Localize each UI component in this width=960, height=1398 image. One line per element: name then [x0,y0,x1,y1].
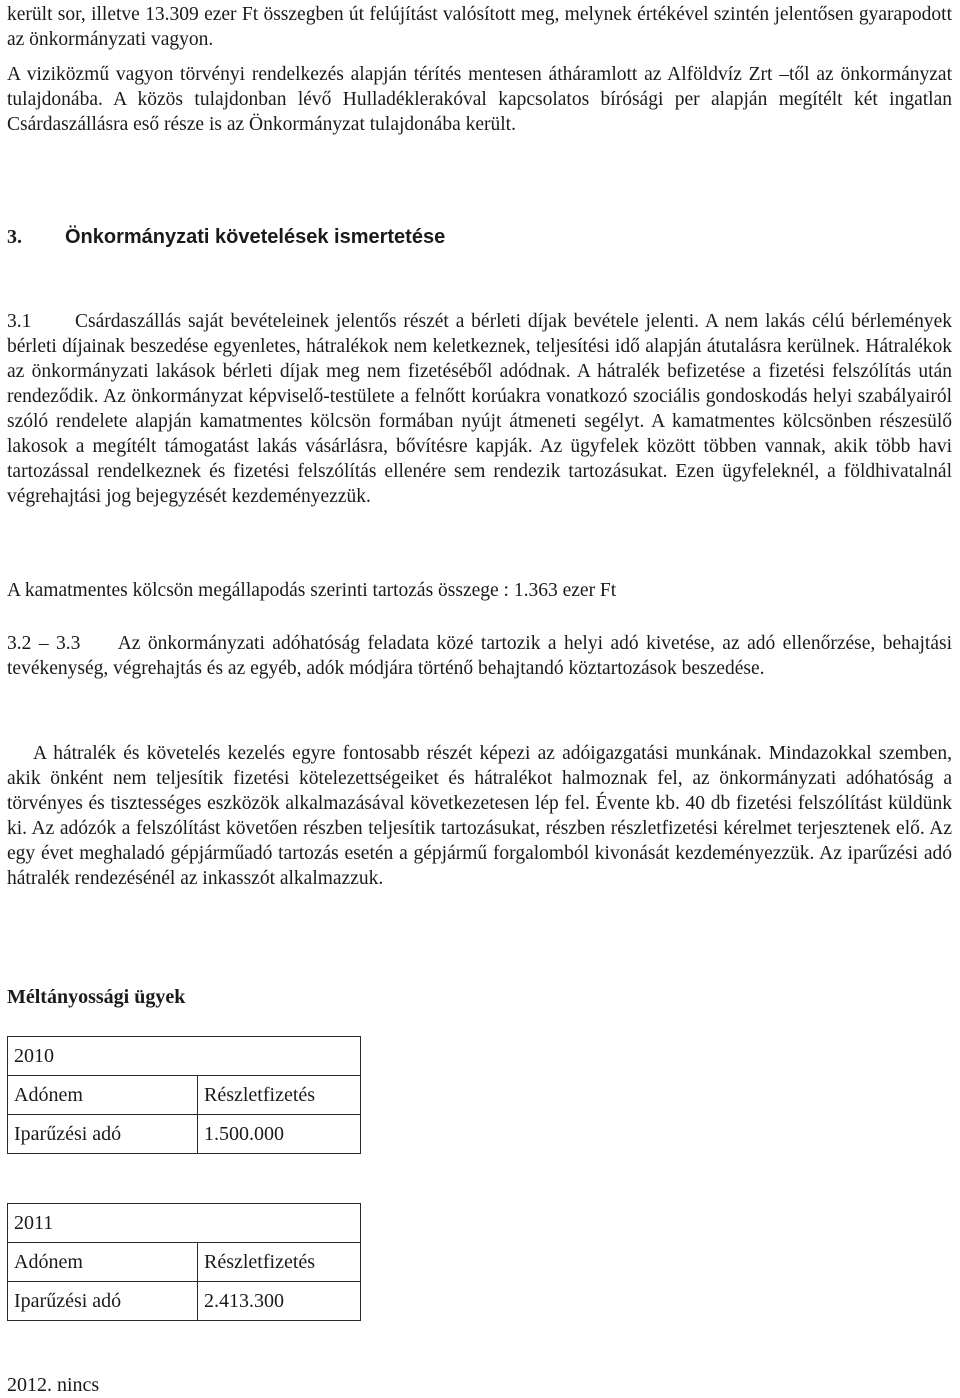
subsection-number: 3.1 [7,311,32,332]
equity-cases-heading: Méltányossági ügyek [7,986,186,1008]
table-header-tax-type: Adónem [8,1243,198,1282]
subsection-text: Csárdaszállás saját bevételeinek jelentős részét a bérleti díjak bevétele jelenti. A nem lakás célú bérlemények bérleti díjainak beszedése egyenletes, hátralékok nem keletkeznek, teljesítési idő alapján átutalásra kerülnek. Hátralékok az önkormányzati lakások bérleti díjak meg nem fizetéséből adódnak. A hátralék befizetése a fizetési felszólítás után rendeződik. Az önkormányzat képviselő-testülete a felnőtt korúakra vonatkozó szociális gondoskodás helyi szabályairól szóló rendelete alapján kamatmentes kölcsön formában nyújt átmeneti segélyt. A kamatmentes kölcsönben részesülő lakosok a megítélt támogatást lakás vásárlásra, bővítésre kapják. Az ügyfelek között többen vannak, akik több havi tartozással rendelkeznek és fizetési felszólítás ellenére sem rendezik tartozásukat. Ezen ügyfeleknél, a földhivatalnál végrehajtási jog bejegyzését kezdeményezzük. [7,311,952,507]
table-year: 2011 [8,1204,361,1243]
intro-paragraph-1: került sor, illetve 13.309 ezer Ft összegben út felújítást valósított meg, melynek értékével szintén jelentősen gyarapodott az önkormányzati vagyon. [7,4,952,50]
table-row [8,1243,361,1282]
intro-paragraph-2: A viziközmű vagyon törvényi rendelkezés alapján térítés mentesen átháramlott az Alföldvíz Zrt –től az önkormányzat tulajdonába. A közös tulajdonban lévő Hulladéklerakóval kapcsolatos bírósági per alapján megítélt két ingatlan Csárdaszállásra eső része is az Önkormányzat tulajdonába került. [7,64,952,135]
year-2012-line: 2012. nincs [7,1374,100,1396]
section-3-1-paragraph [7,309,952,509]
section-number: 3. [7,226,22,248]
table-year: 2010 [8,1037,361,1076]
table-header-installment: Részletfizetés [198,1243,361,1282]
section-3-2-paragraph [7,631,952,681]
table-row [8,1076,361,1115]
table-row [8,1037,361,1076]
table-cell-tax-type: Iparűzési adó [8,1115,198,1154]
table-row [8,1204,361,1243]
table-cell-amount: 1.500.000 [198,1115,361,1154]
table-cell-tax-type: Iparűzési adó [8,1282,198,1321]
table-header-installment: Részletfizetés [198,1076,361,1115]
equity-table-2011 [7,1203,361,1321]
table-header-tax-type: Adónem [8,1076,198,1115]
subsection-number: 3.2 – 3.3 [7,633,81,654]
section-title: Önkormányzati követelések ismertetése [65,226,446,248]
table-row [8,1282,361,1321]
debt-handling-paragraph: A hátralék és követelés kezelés egyre fontosabb részét képezi az adóigazgatási munkának. Mindazokkal szemben, akik önként nem teljesítik fizetési kötelezettségeiket és hátralékot halmoznak fel, az önkormányzati adóhatóság a törvényes és tisztességes eszközök alkalmazásával következetesen lép fel. Évente kb. 40 db fizetési felszólítást küldünk ki. Az adózók a felszólítást követően részben teljesítik tartozásukat, részben részletfizetési kérelmet terjesztenek elő. Az egy évet meghaladó gépjárműadó tartozás esetén a gépjármű forgalomból kivonását kezdeményezzük. Az iparűzési adó hátralék rendezésénél az inkasszót alkalmazzuk. [7,743,952,889]
equity-table-2010 [7,1036,361,1154]
table-row [8,1115,361,1154]
loan-amount-line: A kamatmentes kölcsön megállapodás szerinti tartozás összege : 1.363 ezer Ft [7,580,617,601]
subsection-text: Az önkormányzati adóhatóság feladata közé tartozik a helyi adó kivetése, az adó ellenőrzése, behajtási tevékenység, végrehajtás és az egyéb, adók módjára történő behajtandó köztartozások beszedése. [7,633,953,679]
table-cell-amount: 2.413.300 [198,1282,361,1321]
